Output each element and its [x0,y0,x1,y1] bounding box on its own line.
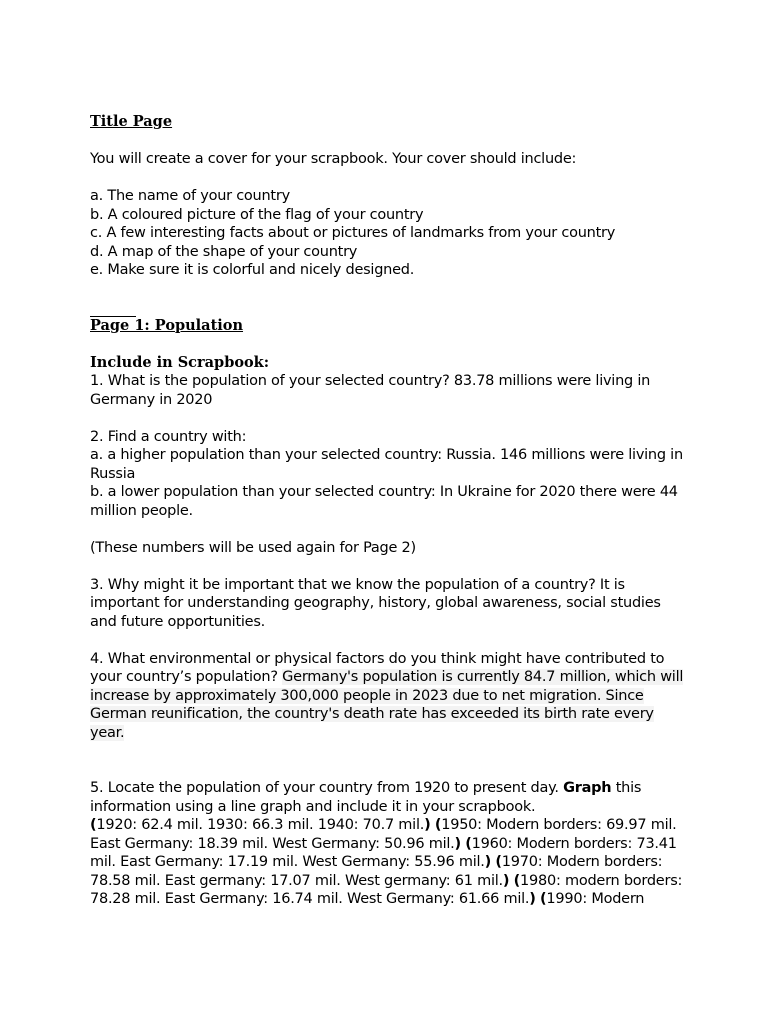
list-item: c. A few interesting facts about or pictures of landmarks from your country [90,225,616,241]
question-4 [90,650,690,743]
list-item: a. The name of your country [90,188,290,204]
list-item: e. Make sure it is colorful and nicely designed. [90,262,415,278]
paren-close: ) [484,854,492,870]
paren-open: ( [540,891,547,907]
population-segment: 1980: modern borders: 78.28 mil. East Germany: 16.74 mil. West Germany: 61.66 mil. [90,872,683,907]
question-5-text: 5. Locate the population of your country from 1920 to present day. [90,780,564,796]
question-1: 1. What is the population of your selected country? 83.78 millions were living in Germany in 2020 [90,373,651,408]
document-body [90,113,690,909]
paren-open: ( [465,835,472,852]
paren-close: ) [529,891,536,907]
list-item: d. A map of the shape of your country [90,243,358,260]
question-2: 2. Find a country with: [90,428,247,445]
population-segment: 1960: Modern borders: 73.41 mil. East Germany: 17.19 mil. West Germany: 55.96 mil. [90,835,677,870]
question-5 [90,779,690,816]
paren-close: ) [502,872,510,889]
question-2a: a. a higher population than your selected country: Russia. 146 millions were living in Russia [90,447,683,482]
question-5-text-end: this information using a line graph and include it in your scrapbook. [90,780,642,815]
question-3: 3. Why might it be important that we know the population of a country? It is important for understanding geography, history, global awareness, social studies and future opportunities. [90,576,661,630]
page2-note: (These numbers will be used again for Page 2) [90,539,416,556]
population-segment: 1920: 62.4 mil. 1930: 66.3 mil. 1940: 70.7 mil. [96,817,425,833]
population-segment: 1990: Modern [546,891,645,907]
graph-keyword: Graph [563,780,612,796]
cover-requirements-list [90,187,690,280]
paren-open: ( [434,817,442,833]
population-data [90,816,690,909]
list-item: b. A coloured picture of the flag of your country [90,206,424,223]
paren-open: ( [90,817,97,833]
population-segment: 1970: Modern borders: 78.58 mil. East germany: 17.07 mil. West germany: 61 mil. [90,854,663,889]
question-4-answer: Germany's population is currently 84.7 million, which will increase by approximately 300,000 people in 2023 due to net migration. Since German reunification, the country's death rate has exceeded its birth rate every year. [90,669,684,741]
scrapbook-subheading: Include in Scrapbook: [90,353,270,371]
paren-open: ( [513,872,521,889]
question-4-prompt: 4. What environmental or physical factors do you think might have contributed to your country’s population? [90,650,665,685]
page1-heading: Page 1: Population [90,316,244,334]
population-segment: 1950: Modern borders: 69.97 mil. East Germany: 18.39 mil. West Germany: 50.96 mil. [90,817,677,852]
question-2b: b. a lower population than your selected country: In Ukraine for 2020 there were 44 million people. [90,484,678,519]
title-page-heading: Title Page [90,113,173,130]
paren-close: ) [454,835,461,852]
section-divider [90,315,136,317]
title-page-intro: You will create a cover for your scrapbook. Your cover should include: [90,151,577,167]
paren-close: ) [424,817,431,833]
paren-open: ( [495,854,502,870]
